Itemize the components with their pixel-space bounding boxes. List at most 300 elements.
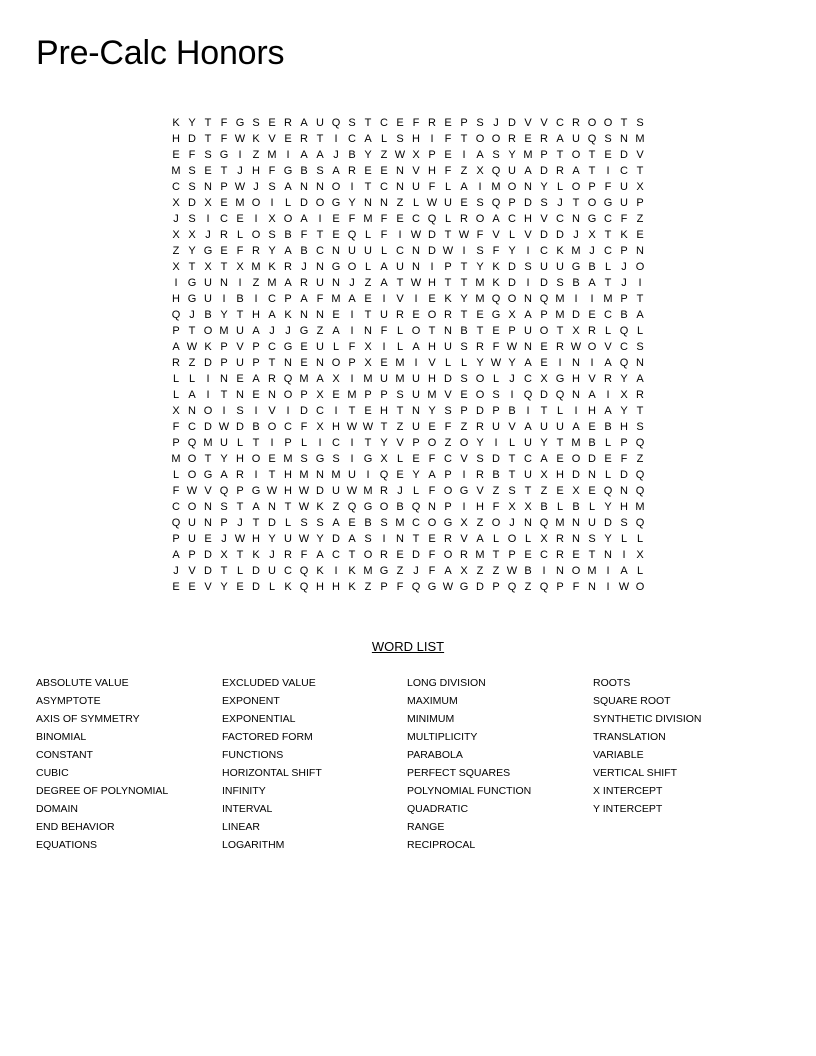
grid-letter: G <box>283 341 293 353</box>
grid-letter: I <box>350 309 354 321</box>
grid-letter: A <box>348 293 356 305</box>
grid-letter: L <box>236 565 244 577</box>
grid-letter: I <box>350 453 354 465</box>
grid-letter: R <box>636 389 644 401</box>
grid-letter: E <box>604 149 612 161</box>
grid-letter: I <box>542 565 546 577</box>
grid-letter: M <box>475 549 485 561</box>
grid-letter: G <box>251 485 261 497</box>
grid-letter: R <box>444 309 452 321</box>
grid-letter: M <box>523 149 533 161</box>
grid-letter: E <box>300 341 308 353</box>
word-list-item: LINEAR <box>222 821 260 833</box>
grid-letter: M <box>219 325 229 337</box>
grid-letter: I <box>350 437 354 449</box>
grid-letter: B <box>620 309 628 321</box>
grid-letter: Z <box>636 453 644 465</box>
grid-letter: M <box>395 357 405 369</box>
grid-letter: A <box>588 277 596 289</box>
grid-letter: L <box>236 229 244 241</box>
grid-letter: J <box>397 485 403 497</box>
grid-letter: F <box>188 149 196 161</box>
word-list-item: LONG DIVISION <box>407 677 486 689</box>
grid-letter: F <box>620 213 628 225</box>
grid-letter: E <box>188 581 196 593</box>
grid-letter: O <box>507 293 517 305</box>
grid-letter: G <box>443 517 453 529</box>
grid-letter: U <box>284 533 292 545</box>
grid-letter: T <box>604 277 612 289</box>
grid-letter: H <box>428 277 436 289</box>
grid-letter: N <box>620 485 628 497</box>
grid-letter: Z <box>252 277 260 289</box>
grid-letter: Y <box>604 533 612 545</box>
grid-letter: A <box>620 565 628 577</box>
grid-letter: X <box>316 421 324 433</box>
grid-letter: H <box>284 485 292 497</box>
grid-letter: A <box>300 213 308 225</box>
grid-letter: O <box>571 149 581 161</box>
grid-letter: D <box>588 453 596 465</box>
grid-letter: Z <box>492 485 500 497</box>
word-list-column-2 <box>222 674 407 854</box>
grid-letter: X <box>316 389 324 401</box>
grid-letter: E <box>204 533 212 545</box>
grid-letter: F <box>492 341 500 353</box>
grid-letter: T <box>508 453 516 465</box>
grid-letter: U <box>188 533 196 545</box>
grid-letter: Q <box>491 197 501 209</box>
word-list-item: Y INTERCEPT <box>593 803 663 815</box>
grid-letter: X <box>172 229 180 241</box>
grid-letter: E <box>588 421 596 433</box>
grid-letter: G <box>491 309 501 321</box>
grid-letter: M <box>347 389 357 401</box>
grid-letter: X <box>572 485 580 497</box>
grid-letter: R <box>508 133 516 145</box>
word-list-item: BINOMIAL <box>36 731 87 743</box>
grid-letter: H <box>172 133 180 145</box>
grid-letter: P <box>540 149 548 161</box>
grid-letter: O <box>283 389 293 401</box>
grid-letter: C <box>524 453 532 465</box>
grid-letter: E <box>492 325 500 337</box>
grid-letter: J <box>509 373 515 385</box>
grid-letter: W <box>234 181 246 193</box>
grid-letter: C <box>556 213 564 225</box>
grid-letter: B <box>300 165 308 177</box>
word-list-item: RANGE <box>407 821 445 833</box>
grid-letter: G <box>331 261 341 273</box>
grid-letter: Y <box>428 405 436 417</box>
grid-letter: U <box>412 181 420 193</box>
grid-letter: T <box>220 165 228 177</box>
grid-letter: L <box>172 389 180 401</box>
grid-letter: T <box>636 405 644 417</box>
grid-letter: L <box>364 261 372 273</box>
grid-letter: Y <box>476 261 484 273</box>
grid-letter: E <box>220 245 228 257</box>
grid-letter: D <box>236 421 244 433</box>
grid-letter: S <box>332 453 340 465</box>
grid-letter: M <box>299 373 309 385</box>
grid-letter: H <box>588 405 596 417</box>
grid-letter: Q <box>219 485 229 497</box>
grid-letter: T <box>588 165 596 177</box>
grid-letter: G <box>459 485 469 497</box>
grid-letter: E <box>300 357 308 369</box>
grid-letter: F <box>476 229 484 241</box>
grid-letter: V <box>460 533 468 545</box>
grid-letter: G <box>283 165 293 177</box>
grid-letter: X <box>172 405 180 417</box>
grid-letter: U <box>268 565 276 577</box>
word-list-column-4 <box>593 674 778 818</box>
grid-letter: I <box>398 229 402 241</box>
grid-letter: W <box>266 485 278 497</box>
grid-letter: R <box>284 117 292 129</box>
word-list-item: AXIS OF SYMMETRY <box>36 713 140 725</box>
grid-letter: M <box>171 165 181 177</box>
grid-letter: I <box>574 293 578 305</box>
grid-letter: C <box>332 437 340 449</box>
grid-letter: S <box>188 165 196 177</box>
grid-letter: B <box>604 421 612 433</box>
grid-letter: V <box>236 341 244 353</box>
grid-letter: Q <box>491 165 501 177</box>
grid-letter: T <box>316 229 324 241</box>
grid-letter: R <box>268 373 276 385</box>
grid-letter: R <box>380 485 388 497</box>
grid-letter: M <box>203 437 213 449</box>
grid-letter: U <box>364 245 372 257</box>
grid-letter: N <box>316 469 324 481</box>
grid-letter: N <box>604 549 612 561</box>
grid-letter: T <box>556 437 564 449</box>
grid-letter: O <box>267 421 277 433</box>
grid-letter: T <box>236 309 244 321</box>
grid-letter: A <box>572 421 580 433</box>
grid-letter: E <box>236 213 244 225</box>
grid-letter: I <box>318 437 322 449</box>
grid-letter: M <box>635 133 645 145</box>
grid-letter: L <box>364 229 372 241</box>
grid-letter: P <box>284 437 292 449</box>
grid-letter: T <box>220 389 228 401</box>
grid-letter: N <box>220 373 228 385</box>
grid-letter: K <box>284 581 292 593</box>
grid-letter: D <box>300 405 308 417</box>
grid-letter: G <box>379 565 389 577</box>
grid-letter: F <box>428 181 436 193</box>
grid-letter: N <box>300 181 308 193</box>
grid-letter: J <box>221 533 227 545</box>
grid-letter: X <box>364 341 372 353</box>
grid-letter: B <box>236 293 244 305</box>
grid-letter: P <box>444 261 452 273</box>
grid-letter: C <box>188 421 196 433</box>
grid-letter: W <box>618 581 630 593</box>
grid-letter: G <box>187 293 197 305</box>
grid-letter: I <box>382 533 386 545</box>
grid-letter: E <box>540 357 548 369</box>
grid-letter: D <box>508 277 516 289</box>
grid-letter: S <box>636 341 644 353</box>
grid-letter: H <box>252 165 260 177</box>
grid-letter: L <box>460 357 468 369</box>
grid-letter: E <box>268 117 276 129</box>
grid-letter: W <box>298 533 310 545</box>
word-list-item: PERFECT SQUARES <box>407 767 511 779</box>
grid-letter: T <box>236 549 244 561</box>
grid-letter: T <box>396 405 404 417</box>
grid-letter: O <box>491 133 501 145</box>
grid-letter: E <box>396 213 404 225</box>
grid-letter: D <box>620 469 628 481</box>
grid-letter: Z <box>364 277 372 289</box>
grid-letter: F <box>604 181 612 193</box>
word-list-item: PARABOLA <box>407 749 463 761</box>
grid-letter: T <box>636 165 644 177</box>
grid-letter: T <box>204 117 212 129</box>
grid-letter: T <box>444 229 452 241</box>
grid-letter: J <box>509 517 515 529</box>
grid-letter: D <box>316 485 324 497</box>
grid-letter: Z <box>188 357 196 369</box>
grid-letter: T <box>444 277 452 289</box>
grid-letter: S <box>588 533 596 545</box>
grid-letter: R <box>476 421 484 433</box>
grid-letter: F <box>492 245 500 257</box>
grid-letter: F <box>444 421 452 433</box>
grid-letter: R <box>428 117 436 129</box>
grid-letter: Y <box>220 309 228 321</box>
grid-letter: V <box>588 373 596 385</box>
grid-letter: D <box>620 149 628 161</box>
grid-letter: C <box>620 165 628 177</box>
grid-letter: I <box>526 405 530 417</box>
grid-letter: D <box>444 373 452 385</box>
grid-letter: B <box>204 309 212 321</box>
grid-letter: N <box>556 565 564 577</box>
grid-letter: D <box>604 517 612 529</box>
grid-letter: T <box>492 549 500 561</box>
grid-letter: C <box>380 117 388 129</box>
grid-letter: W <box>298 501 310 513</box>
grid-letter: W <box>410 277 422 289</box>
grid-letter: X <box>204 261 212 273</box>
grid-letter: I <box>174 277 178 289</box>
grid-letter: C <box>316 245 324 257</box>
grid-letter: A <box>604 405 612 417</box>
grid-letter: I <box>270 437 274 449</box>
grid-letter: N <box>332 245 340 257</box>
word-list-item: CONSTANT <box>36 749 93 761</box>
grid-letter: T <box>556 149 564 161</box>
grid-letter: A <box>444 565 452 577</box>
grid-letter: Q <box>635 437 645 449</box>
grid-letter: D <box>252 565 260 577</box>
grid-letter: V <box>444 389 452 401</box>
grid-letter: U <box>204 277 212 289</box>
grid-letter: C <box>284 565 292 577</box>
grid-letter: Z <box>540 485 548 497</box>
grid-letter: V <box>492 229 500 241</box>
grid-letter: U <box>524 469 532 481</box>
grid-letter: G <box>571 261 581 273</box>
grid-letter: I <box>286 405 290 417</box>
grid-letter: U <box>524 437 532 449</box>
grid-letter: Q <box>187 437 197 449</box>
grid-letter: N <box>332 277 340 289</box>
grid-letter: S <box>236 405 244 417</box>
grid-letter: S <box>476 197 484 209</box>
grid-letter: Q <box>539 293 549 305</box>
grid-letter: O <box>347 261 357 273</box>
grid-letter: F <box>428 549 436 561</box>
grid-letter: Q <box>635 469 645 481</box>
grid-letter: D <box>204 421 212 433</box>
grid-letter: M <box>331 293 341 305</box>
grid-letter: D <box>556 229 564 241</box>
grid-letter: E <box>636 229 644 241</box>
grid-letter: V <box>524 117 532 129</box>
grid-letter: M <box>363 213 373 225</box>
grid-letter: S <box>396 133 404 145</box>
grid-letter: C <box>348 133 356 145</box>
grid-letter: Q <box>635 485 645 497</box>
grid-letter: O <box>443 485 453 497</box>
grid-letter: F <box>316 293 324 305</box>
grid-letter: Y <box>460 293 468 305</box>
grid-letter: B <box>300 245 308 257</box>
grid-letter: L <box>172 469 180 481</box>
grid-letter: A <box>300 149 308 161</box>
grid-letter: O <box>187 469 197 481</box>
grid-letter: R <box>588 325 596 337</box>
grid-letter: N <box>588 469 596 481</box>
grid-letter: R <box>172 357 180 369</box>
grid-letter: Q <box>603 485 613 497</box>
grid-letter: I <box>526 277 530 289</box>
grid-letter: I <box>254 469 258 481</box>
page-title: Pre-Calc Honors <box>36 34 285 72</box>
grid-letter: T <box>604 229 612 241</box>
grid-letter: K <box>316 501 324 513</box>
grid-letter: X <box>476 165 484 177</box>
grid-letter: C <box>540 549 548 561</box>
grid-letter: Z <box>316 325 324 337</box>
grid-letter: U <box>524 325 532 337</box>
grid-letter: I <box>206 373 210 385</box>
grid-letter: W <box>298 485 310 497</box>
grid-letter: O <box>203 405 213 417</box>
grid-letter: S <box>364 533 372 545</box>
grid-letter: P <box>252 341 260 353</box>
grid-letter: E <box>460 197 468 209</box>
grid-letter: K <box>620 229 628 241</box>
grid-letter: O <box>587 341 597 353</box>
grid-letter: P <box>492 581 500 593</box>
grid-letter: W <box>490 357 502 369</box>
grid-letter: M <box>475 293 485 305</box>
grid-letter: X <box>172 197 180 209</box>
grid-letter: I <box>414 293 418 305</box>
grid-letter: D <box>188 133 196 145</box>
grid-letter: F <box>348 341 356 353</box>
grid-letter: I <box>318 213 322 225</box>
grid-letter: R <box>300 133 308 145</box>
grid-letter: I <box>350 325 354 337</box>
grid-letter: R <box>220 229 228 241</box>
word-list-item: TRANSLATION <box>593 731 666 743</box>
grid-letter: Z <box>460 165 468 177</box>
grid-letter: P <box>620 437 628 449</box>
grid-letter: S <box>492 149 500 161</box>
grid-letter: S <box>204 149 212 161</box>
grid-letter: Z <box>460 421 468 433</box>
grid-letter: C <box>620 341 628 353</box>
grid-letter: T <box>556 325 564 337</box>
grid-letter: G <box>555 373 565 385</box>
grid-letter: M <box>587 565 597 577</box>
grid-letter: V <box>460 453 468 465</box>
grid-letter: L <box>332 341 340 353</box>
grid-letter: V <box>268 133 276 145</box>
grid-letter: I <box>590 357 594 369</box>
grid-letter: N <box>444 325 452 337</box>
grid-letter: D <box>540 229 548 241</box>
grid-letter: G <box>203 469 213 481</box>
grid-letter: W <box>234 133 246 145</box>
grid-letter: V <box>268 405 276 417</box>
grid-letter: R <box>476 341 484 353</box>
grid-letter: T <box>412 533 420 545</box>
grid-letter: N <box>572 357 580 369</box>
grid-letter: E <box>332 309 340 321</box>
grid-letter: Q <box>491 293 501 305</box>
grid-letter: H <box>236 453 244 465</box>
grid-letter: D <box>188 197 196 209</box>
word-list-item: FACTORED FORM <box>222 731 313 743</box>
grid-letter: J <box>349 277 355 289</box>
grid-letter: E <box>476 309 484 321</box>
grid-letter: A <box>188 389 196 401</box>
grid-letter: I <box>350 373 354 385</box>
grid-letter: B <box>396 501 404 513</box>
grid-letter: D <box>204 565 212 577</box>
grid-letter: N <box>572 213 580 225</box>
grid-letter: E <box>556 485 564 497</box>
grid-letter: B <box>284 229 292 241</box>
grid-letter: J <box>285 325 291 337</box>
grid-letter: S <box>268 181 276 193</box>
grid-letter: T <box>588 149 596 161</box>
grid-letter: L <box>444 357 452 369</box>
grid-letter: D <box>572 469 580 481</box>
grid-letter: S <box>252 117 260 129</box>
grid-letter: W <box>506 341 518 353</box>
grid-letter: E <box>236 581 244 593</box>
grid-letter: T <box>572 197 580 209</box>
grid-letter: N <box>524 181 532 193</box>
grid-letter: R <box>284 549 292 561</box>
grid-letter: D <box>492 453 500 465</box>
grid-letter: Q <box>347 229 357 241</box>
grid-letter: H <box>572 373 580 385</box>
grid-letter: E <box>332 229 340 241</box>
grid-letter: L <box>412 197 420 209</box>
